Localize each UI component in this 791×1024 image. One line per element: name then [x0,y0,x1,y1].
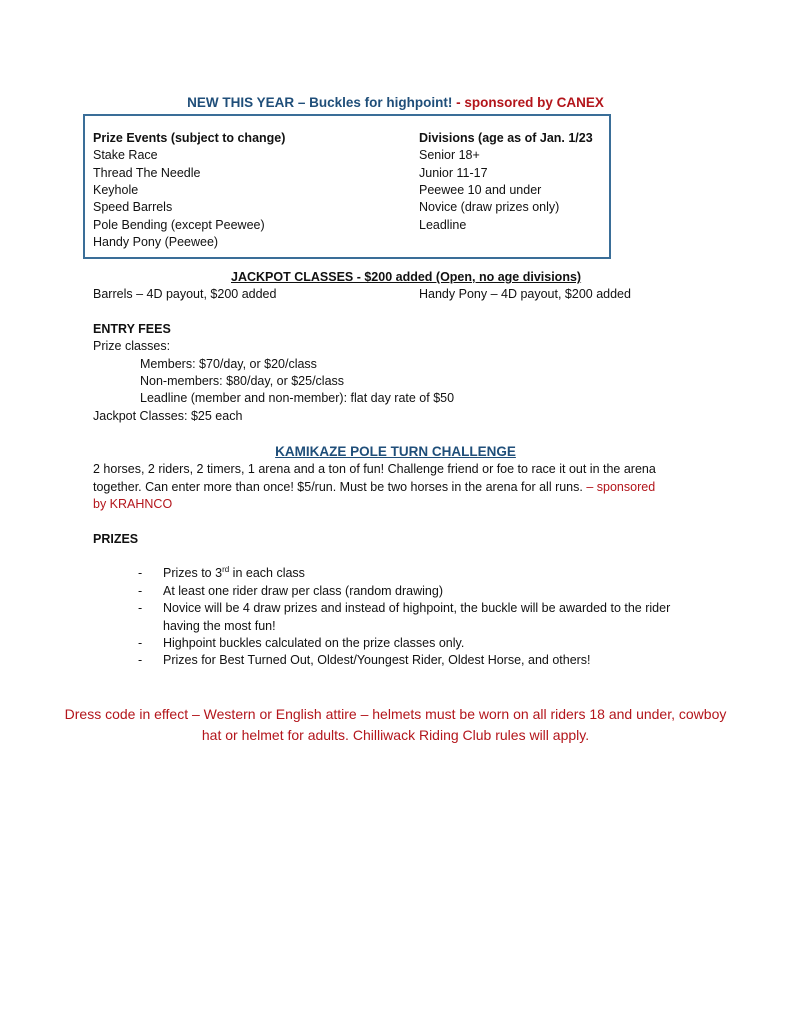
prize-item-1-sup: rd [222,564,230,574]
prize-item-2: At least one rider draw per class (random drawing) [163,584,443,598]
divisions-heading: Divisions (age as of Jan. 1/23 [419,131,593,145]
prize-item-3a: Novice will be 4 draw prizes and instead of highpoint, the buckle will be awarded to the rider [163,601,671,615]
kamikaze-line-1: 2 horses, 2 riders, 2 timers, 1 arena and a ton of fun! Challenge friend or foe to race it out in the arena [93,462,656,476]
prize-event-item: Pole Bending (except Peewee) [93,218,265,232]
jackpot-barrels: Barrels – 4D payout, $200 added [93,287,277,301]
jackpot-fee: Jackpot Classes: $25 each [93,409,243,423]
prize-classes-label: Prize classes: [93,339,171,353]
leadline-fee: Leadline (member and non-member): flat day rate of $50 [140,391,455,405]
prize-item-3b: having the most fun! [163,619,276,633]
jackpot-heading: JACKPOT CLASSES - $200 added (Open, no age divisions) [231,270,582,284]
division-item: Leadline [419,218,467,232]
division-item: Novice (draw prizes only) [419,200,560,214]
prizes-heading: PRIZES [93,532,139,546]
bullet-dash: - [138,566,143,580]
prize-event-item: Stake Race [93,148,158,162]
bullet-dash: - [138,653,143,667]
kamikaze-heading [0,443,791,460]
kamikaze-sponsor-b: by KRAHNCO [93,497,173,511]
bullet-dash: - [138,601,143,615]
non-members-fee: Non-members: $80/day, or $25/class [140,374,345,388]
prize-item-1-pre: Prizes to 3 [163,566,223,580]
kamikaze-line-2-text: together. Can enter more than once! $5/run. Must be two horses in the arena for all runs. [93,480,583,494]
prize-item-1 [163,565,305,582]
members-fee: Members: $70/day, or $20/class [140,357,317,371]
division-item: Junior 11-17 [419,166,488,180]
banner-heading [0,94,791,111]
prize-events-heading: Prize Events (subject to change) [93,131,286,145]
kamikaze-sponsor-a: – sponsored [582,480,656,494]
prize-event-item: Speed Barrels [93,200,173,214]
prize-item-5: Prizes for Best Turned Out, Oldest/Youngest Rider, Oldest Horse, and others! [163,653,591,667]
prize-event-item: Handy Pony (Peewee) [93,235,219,249]
entry-fees-heading: ENTRY FEES [93,322,171,336]
bullet-dash: - [138,584,143,598]
banner-lead: NEW THIS YEAR – Buckles for highpoint! [187,95,453,110]
prize-item-4: Highpoint buckles calculated on the prize classes only. [163,636,465,650]
division-item: Peewee 10 and under [419,183,542,197]
bullet-dash: - [138,636,143,650]
jackpot-handy-pony: Handy Pony – 4D payout, $200 added [419,287,631,301]
kamikaze-line-2 [93,479,655,496]
dress-code: Dress code in effect – Western or English attire – helmets must be worn on all riders 18 and under, cowboy hat or helmet for adults. Chilliwack Riding Club rules will apply. [64,706,727,743]
banner-sponsor: - sponsored by CANEX [452,95,604,110]
kamikaze-heading-text: KAMIKAZE POLE TURN CHALLENGE [275,444,516,459]
prize-event-item: Keyhole [93,183,139,197]
prize-event-item: Thread The Needle [93,166,201,180]
division-item: Senior 18+ [419,148,480,162]
prize-item-1-post: in each class [229,566,305,580]
